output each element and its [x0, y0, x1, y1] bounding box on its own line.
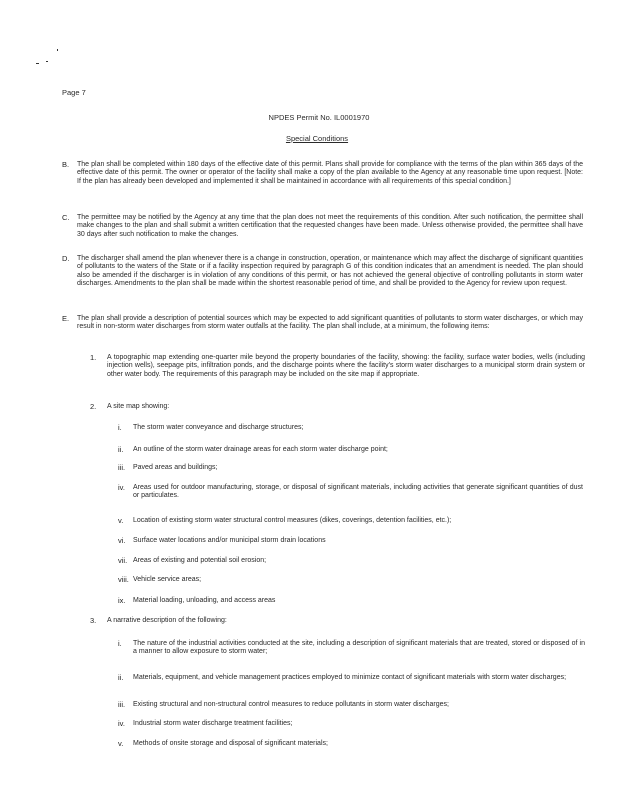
paragraph-c: The permittee may be notified by the Agency at any time that the plan does not meet the requirements of this condition. After such notification, the permittee shall make changes to the plan and shall submit a written certification that the requested changes have been made. Unless otherwise provided, the permittee shall have 30 days after such notification to make the changes. — [77, 214, 583, 238]
narrative-item: The nature of the industrial activities conducted at the site, including a description of significant materials that are treated, stored or disposed of in a manner to allow exposure to storm water; — [133, 640, 585, 656]
item-1-text: A topographic map extending one-quarter mile beyond the property boundaries of the facility, showing: the facility, surface water bodies, wells (including injection wells), seepage pits, infiltration ponds, and the discharge points where the facility's storm water discharges to a municipal storm drain system or other water body. The requirements of this paragraph may be included on the site map if appropriate. — [107, 354, 585, 378]
narrative-item: Methods of onsite storage and disposal of significant materials; — [133, 740, 328, 747]
narrative-marker: i. — [118, 639, 122, 648]
site-map-item: Paved areas and buildings; — [133, 464, 218, 471]
item-marker: 2. — [90, 402, 97, 411]
site-map-marker: i. — [118, 423, 122, 432]
site-map-item: Areas of existing and potential soil erosion; — [133, 557, 267, 564]
narrative-marker: iv. — [118, 719, 125, 728]
site-map-marker: viii. — [118, 575, 129, 584]
item-2-text: A site map showing: — [107, 403, 170, 410]
item-marker: 3. — [90, 616, 97, 625]
site-map-marker: ix. — [118, 596, 126, 605]
narrative-item: Existing structural and non-structural control measures to reduce pollutants in storm water discharges; — [133, 701, 449, 708]
paragraph-e: The plan shall provide a description of potential sources which may be expected to add significant quantities of pollutants to storm water discharges, or which may result in non-storm water discharges from storm water outfalls at the facility. The plan shall include, at a minimum, the following items: — [77, 315, 583, 331]
page-label: Page 7 — [62, 88, 86, 97]
narrative-item: Materials, equipment, and vehicle management practices employed to minimize contact of significant materials with storm water discharges; — [133, 674, 567, 681]
paragraph-marker: D. — [62, 254, 70, 263]
site-map-item: Material loading, unloading, and access areas — [133, 597, 276, 604]
site-map-item: Areas used for outdoor manufacturing, storage, or disposal of significant materials, including activities that generate significant quantities of dust or particulates. — [133, 484, 583, 500]
site-map-item: Location of existing storm water structural control measures (dikes, coverings, detention facilities, etc.); — [133, 517, 452, 524]
scan-speck — [46, 61, 48, 62]
permit-number-header: NPDES Permit No. IL0001970 — [268, 113, 370, 122]
narrative-item: Industrial storm water discharge treatment facilities; — [133, 720, 293, 727]
site-map-item: The storm water conveyance and discharge structures; — [133, 424, 304, 431]
site-map-item: An outline of the storm water drainage areas for each storm water discharge point; — [133, 446, 388, 453]
site-map-marker: iii. — [118, 463, 126, 472]
site-map-marker: ii. — [118, 445, 124, 454]
paragraph-marker: C. — [62, 213, 70, 222]
site-map-item: Vehicle service areas; — [133, 576, 202, 583]
scan-speck — [36, 63, 39, 64]
paragraph-marker: E. — [62, 314, 70, 323]
item-marker: 1. — [90, 353, 97, 362]
item-3-text: A narrative description of the following: — [107, 617, 227, 624]
site-map-item: Surface water locations and/or municipal storm drain locations — [133, 537, 326, 544]
scan-speck — [57, 49, 58, 51]
site-map-marker: v. — [118, 516, 124, 525]
site-map-marker: vi. — [118, 536, 126, 545]
narrative-marker: v. — [118, 739, 124, 748]
paragraph-b: The plan shall be completed within 180 days of the effective date of this permit. Plans shall provide for compliance with the terms of the plan within 365 days of the effective date of this permit. The owner or operator of the facility shall make a copy of the plan available to the Agency at any reasonable time upon request. [Note: If the plan has already been developed and implemented it shall be maintained in accordance with all requirements of this special condition.] — [77, 161, 583, 185]
site-map-marker: vii. — [118, 556, 128, 565]
narrative-marker: ii. — [118, 673, 124, 682]
paragraph-marker: B. — [62, 160, 70, 169]
narrative-marker: iii. — [118, 700, 126, 709]
section-title: Special Conditions — [285, 134, 349, 143]
paragraph-d: The discharger shall amend the plan whenever there is a change in construction, operation, or maintenance which may affect the discharge of significant quantities of pollutants to the waters of the State or if a facility inspection required by paragraph G of this condition indicates that an amendment is needed. The plan should also be amended if the discharger is in violation of any conditions of this permit, or has not achieved the general objective of controlling pollutants in storm water discharges. Amendments to the plan shall be made within the shortest reasonable period of time, and shall be provided to the Agency for review upon request. — [77, 255, 583, 288]
site-map-marker: iv. — [118, 483, 125, 492]
